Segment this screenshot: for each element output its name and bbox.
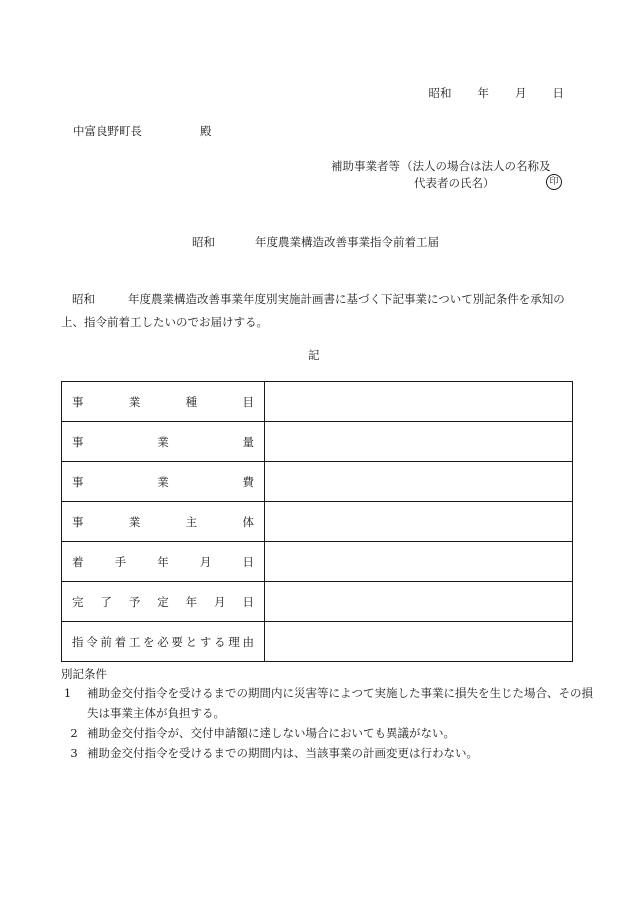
row-label-char: 業 (157, 434, 169, 449)
row-label-char: 業 (128, 514, 141, 529)
row-label-char: 手 (114, 554, 127, 569)
row-label-char: 月 (199, 554, 212, 569)
row-label-char: 着 (114, 634, 127, 649)
row-value[interactable] (265, 462, 573, 502)
row-label-char: 事 (72, 394, 84, 409)
title-era: 昭和 (192, 235, 215, 249)
applicant-note-line2: 代表者の氏名） (414, 176, 495, 190)
row-label-char: 日 (242, 594, 254, 609)
condition-text: 補助金交付指令が、交付申請額に達しない場合においても異議がない。 (87, 726, 455, 740)
row-label-char: と (185, 634, 198, 649)
row-label-char: 理 (228, 634, 240, 649)
row-label-char: 目 (242, 394, 254, 409)
condition-item-1 (61, 683, 602, 723)
condition-text: 補助金交付指令を受けるまでの期間内は、当該事業の計画変更は行わない。 (87, 746, 478, 760)
project-table (61, 381, 573, 662)
row-label-char: 要 (171, 634, 183, 649)
table-row (62, 382, 573, 422)
body-text: 年度農業構造改善事業年度別実施計画書に基づく下記事業について別記条件を承知の上、指令前着工したいのでお届けする。 (61, 292, 565, 329)
row-label-char: 事 (72, 474, 84, 489)
row-label-char: 業 (128, 394, 141, 409)
addressee-name: 中富良野町長 (73, 124, 142, 138)
row-label-char: 量 (242, 434, 254, 449)
body-era: 昭和 (72, 292, 95, 306)
row-label-char: 指 (72, 634, 84, 649)
date-month: 月 (515, 86, 527, 100)
row-label-char: 由 (242, 634, 254, 649)
row-label-char: 日 (242, 554, 254, 569)
body-paragraph (61, 288, 573, 334)
row-label-char: 年 (157, 554, 169, 569)
row-label-char: 事 (72, 434, 84, 449)
row-label-char: 必 (157, 634, 169, 649)
row-label-char: を (143, 634, 155, 649)
document-title (192, 234, 439, 250)
row-label (62, 622, 265, 662)
row-label-char: 工 (128, 634, 141, 649)
condition-number: 1 (63, 686, 72, 700)
row-label (62, 422, 265, 462)
table-row (62, 622, 573, 662)
row-label-char: 令 (86, 634, 98, 649)
condition-item-3 (61, 743, 576, 763)
seal-mark: 印 (546, 174, 562, 190)
row-label-char: 完 (72, 594, 84, 609)
row-value[interactable] (265, 622, 573, 662)
conditions-heading: 別記条件 (61, 667, 107, 681)
row-label-char: 費 (242, 474, 254, 489)
ki-heading: 記 (308, 348, 320, 362)
row-label-char: 着 (72, 554, 84, 569)
row-label-char: 年 (185, 594, 198, 609)
addressee-honorific: 殿 (200, 124, 212, 138)
condition-number: 3 (70, 746, 78, 760)
row-label (62, 462, 265, 502)
row-label-char: 事 (72, 514, 84, 529)
row-value[interactable] (265, 422, 573, 462)
row-label-char: す (199, 634, 212, 649)
row-label-char: 主 (185, 514, 198, 529)
date-year: 年 (477, 86, 489, 100)
row-label-char: 予 (128, 594, 141, 609)
condition-number: 2 (70, 726, 78, 740)
row-value[interactable] (265, 582, 573, 622)
row-label-char: 定 (157, 594, 169, 609)
row-label-char: 前 (100, 634, 112, 649)
row-value[interactable] (265, 542, 573, 582)
table-row (62, 502, 573, 542)
row-label (62, 582, 265, 622)
title-text: 年度農業構造改善事業指令前着工届 (255, 235, 439, 249)
row-value[interactable] (265, 382, 573, 422)
date-era: 昭和 (428, 86, 452, 100)
row-label-char: 種 (185, 394, 198, 409)
row-label-char: 業 (157, 474, 169, 489)
applicant-note-line1: （法人の場合は法人の名称及 (401, 159, 551, 173)
applicant-label: 補助事業者等 (331, 159, 400, 173)
table-row (62, 422, 573, 462)
row-label (62, 502, 265, 542)
row-label (62, 542, 265, 582)
row-label-char: 了 (100, 594, 112, 609)
condition-text: 補助金交付指令を受けるまでの期間内に災害等によつて実施した事業に損失を生じた場合、その損失は事業主体が負担する。 (87, 686, 593, 720)
row-label-char: 月 (214, 594, 226, 609)
date-line (429, 85, 565, 101)
date-day: 日 (552, 86, 564, 100)
row-label-char: 体 (242, 514, 254, 529)
row-label-char: る (214, 634, 226, 649)
table-row (62, 582, 573, 622)
row-value[interactable] (265, 502, 573, 542)
condition-item-2 (61, 723, 576, 743)
table-row (62, 542, 573, 582)
addressee (73, 123, 212, 139)
row-label (62, 382, 265, 422)
table-row (62, 462, 573, 502)
